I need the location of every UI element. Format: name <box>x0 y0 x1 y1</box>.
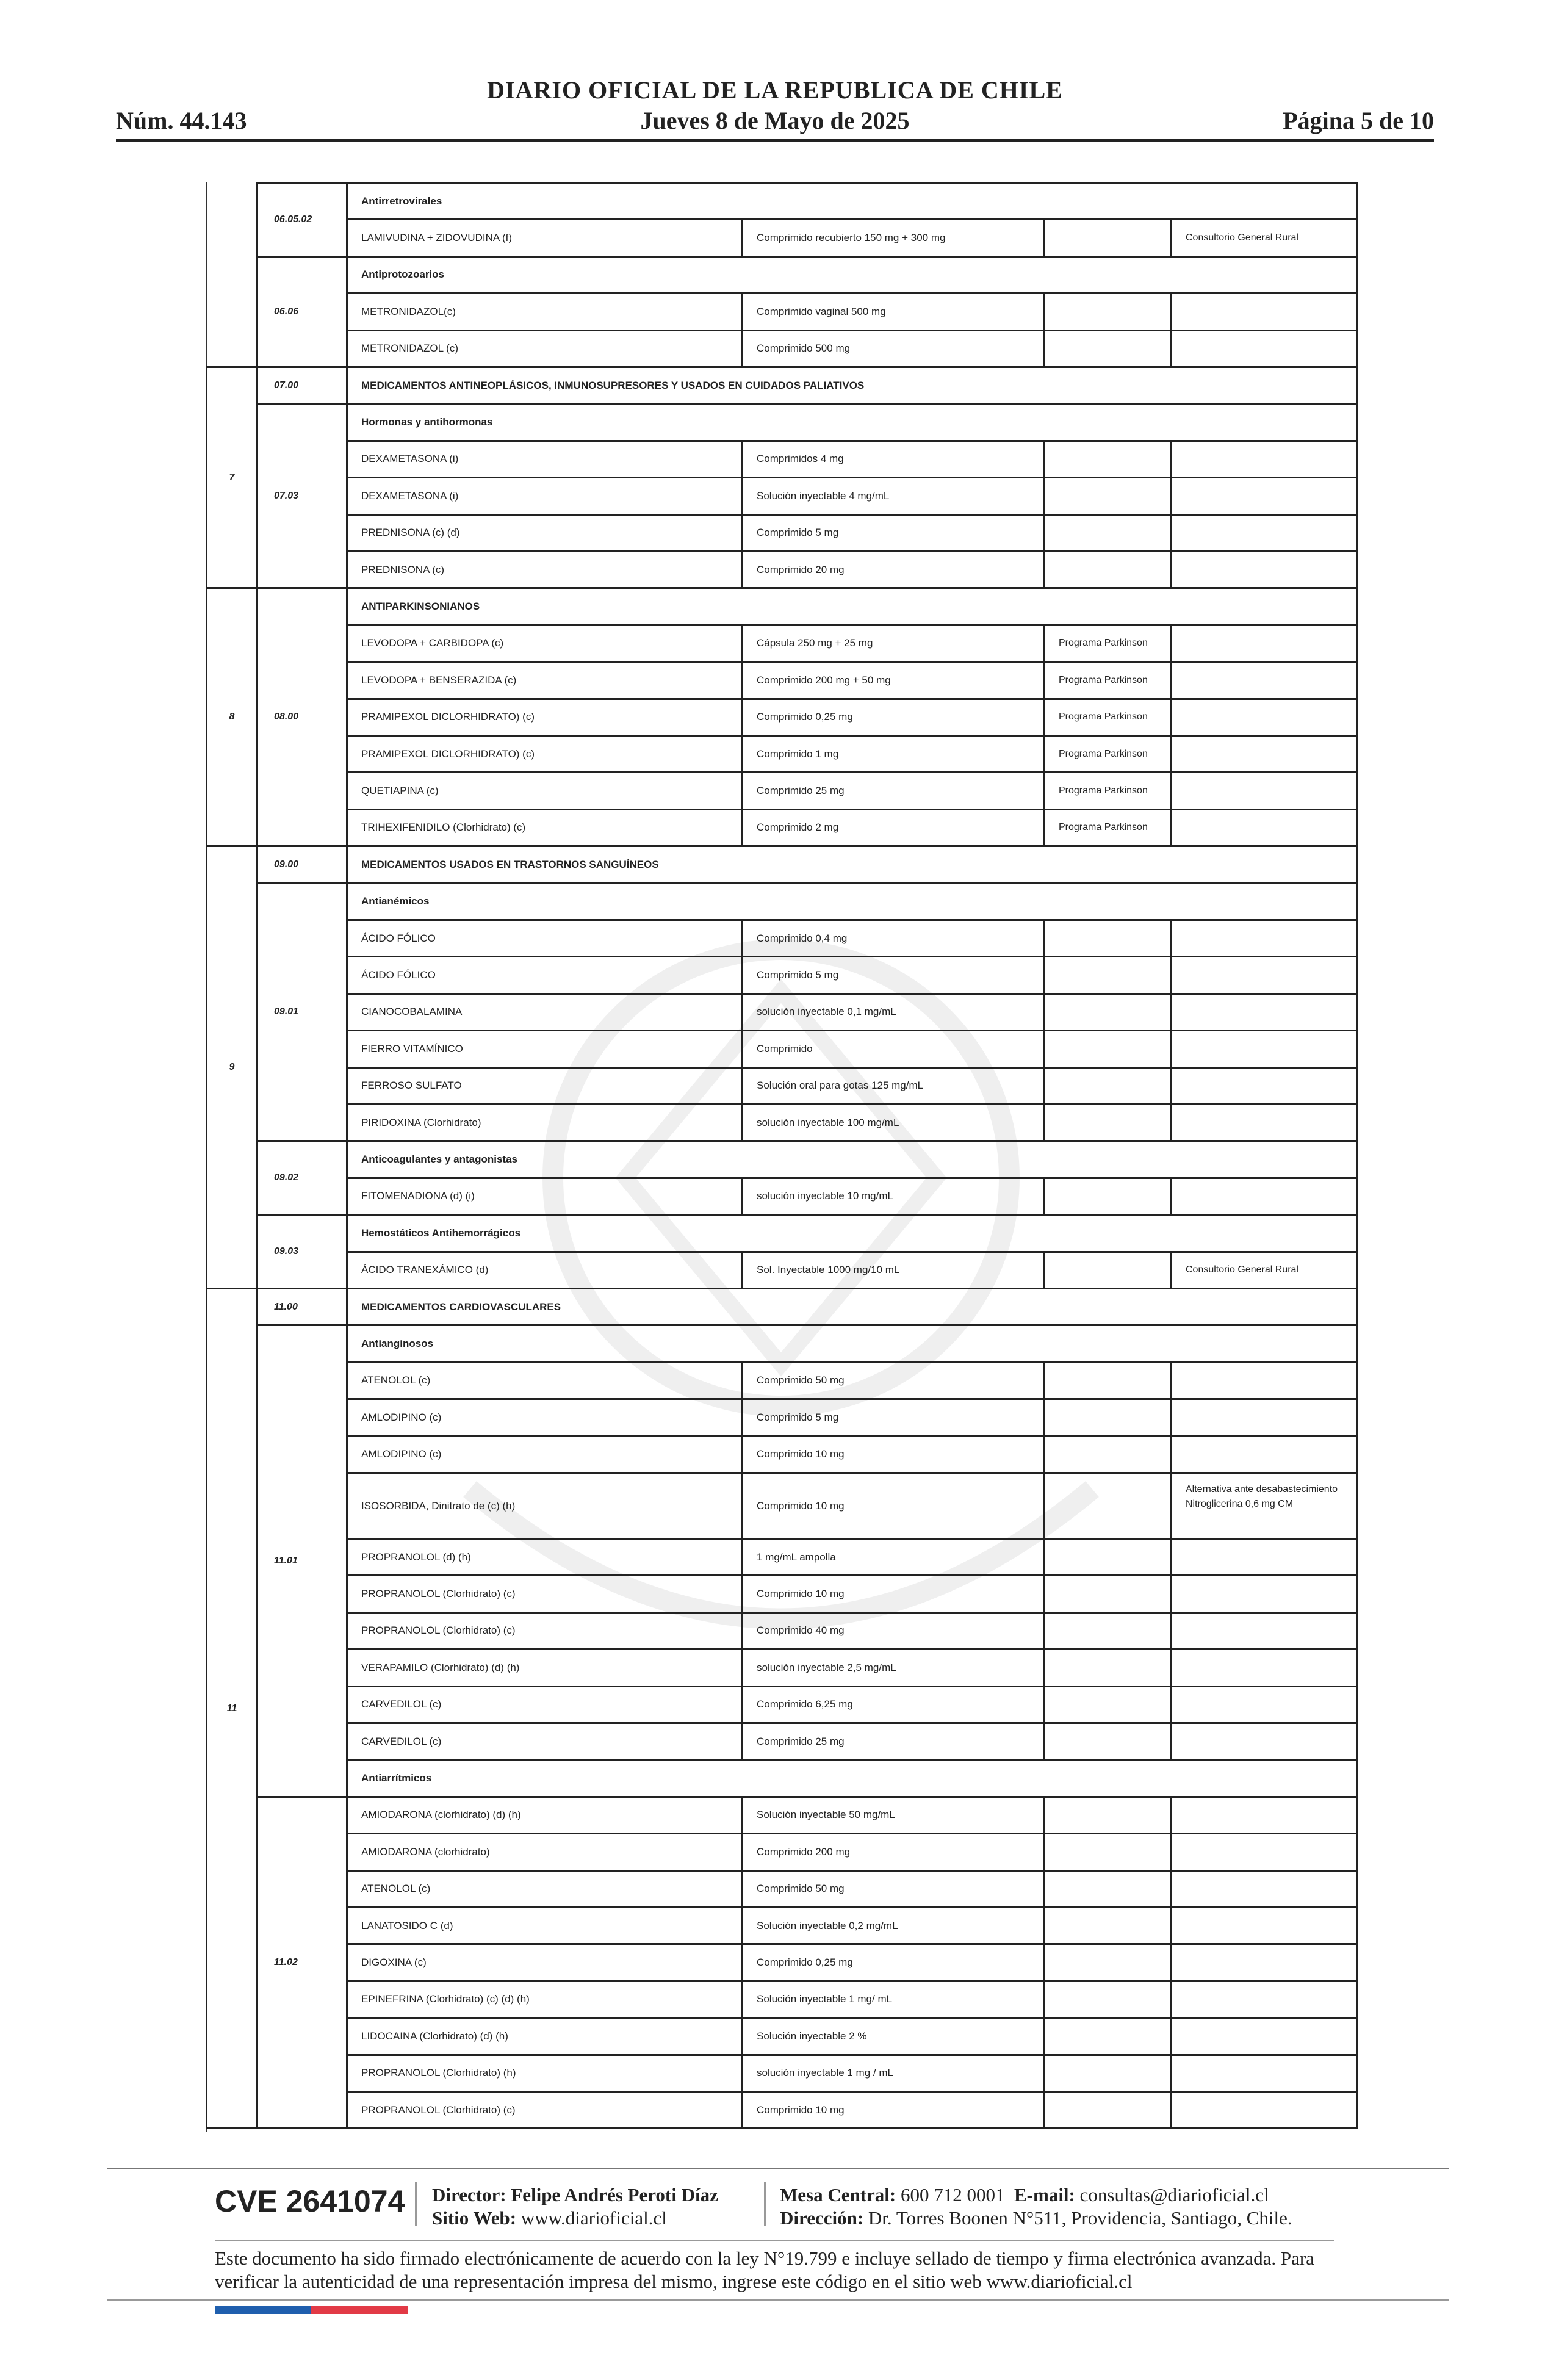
program-cell <box>1043 2091 1172 2129</box>
medication-name: VERAPAMILO (Clorhidrato) (d) (h) <box>346 1648 743 1687</box>
medication-form: Comprimidos 4 mg <box>741 440 1045 478</box>
medication-name: FERROSO SULFATO <box>346 1067 743 1105</box>
program-cell <box>1043 477 1172 515</box>
medication-form: Comprimido 200 mg + 50 mg <box>741 661 1045 699</box>
program-cell <box>1043 2054 1172 2093</box>
section-code: 06.05.02 <box>256 182 348 258</box>
group-number: 8 <box>206 587 258 847</box>
medication-name: LEVODOPA + CARBIDOPA (c) <box>346 624 743 663</box>
program-cell <box>1043 1472 1172 1540</box>
observation-cell <box>1170 514 1358 552</box>
medication-name: PROPRANOLOL (d) (h) <box>346 1538 743 1576</box>
observation-cell <box>1170 1361 1358 1400</box>
program-cell <box>1043 1722 1172 1761</box>
medication-name: ATENOLOL (c) <box>346 1870 743 1908</box>
program-cell <box>1043 1067 1172 1105</box>
program-cell <box>1043 1030 1172 1068</box>
medication-form: solución inyectable 1 mg / mL <box>741 2054 1045 2093</box>
observation-cell <box>1170 809 1358 847</box>
footer-contact-block <box>780 2183 1292 2230</box>
program-cell <box>1043 1574 1172 1613</box>
issue-date: Jueves 8 de Mayo de 2025 <box>640 107 910 134</box>
address-value: Dr. Torres Boonen N°511, Providencia, Santiago, Chile. <box>868 2207 1292 2229</box>
medication-form: Comprimido 2 mg <box>741 809 1045 847</box>
medication-name: LIDOCAINA (Clorhidrato) (d) (h) <box>346 2017 743 2055</box>
section-header: Antiarrítmicos <box>346 1759 1358 1797</box>
section-header: Hormonas y antihormonas <box>346 403 1358 441</box>
section-header: Antianémicos <box>346 882 1358 921</box>
observation-cell <box>1170 330 1358 368</box>
medication-form: Solución inyectable 0,2 mg/mL <box>741 1906 1045 1945</box>
medication-form: Comprimido 1 mg <box>741 735 1045 773</box>
medication-name: QUETIAPINA (c) <box>346 771 743 810</box>
medication-form: Comprimido vaginal 500 mg <box>741 292 1045 331</box>
program-cell: Programa Parkinson <box>1043 698 1172 737</box>
medication-form: Comprimido 50 mg <box>741 1361 1045 1400</box>
section-code: 08.00 <box>256 587 348 847</box>
section-header: Anticoagulantes y antagonistas <box>346 1140 1358 1178</box>
medication-name: PROPRANOLOL (Clorhidrato) (c) <box>346 1574 743 1613</box>
observation-cell <box>1170 1943 1358 1982</box>
medication-form: Cápsula 250 mg + 25 mg <box>741 624 1045 663</box>
observation-cell <box>1170 477 1358 515</box>
footer-separator <box>764 2182 766 2226</box>
medication-form: Solución inyectable 50 mg/mL <box>741 1796 1045 1834</box>
observation-cell <box>1170 1398 1358 1437</box>
medication-name: FIERRO VITAMÍNICO <box>346 1030 743 1068</box>
medication-name: CARVEDILOL (c) <box>346 1686 743 1724</box>
observation-cell <box>1170 1574 1358 1613</box>
observation-cell <box>1170 661 1358 699</box>
medication-form: Comprimido 6,25 mg <box>741 1686 1045 1724</box>
group-number: 7 <box>206 366 258 589</box>
medication-form: Comprimido 20 mg <box>741 550 1045 589</box>
footer-separator <box>415 2182 417 2226</box>
medication-form: solución inyectable 0,1 mg/mL <box>741 993 1045 1031</box>
medication-form: Comprimido 0,25 mg <box>741 698 1045 737</box>
observation-cell <box>1170 2091 1358 2129</box>
section-code: 09.01 <box>256 882 348 1142</box>
observation-cell <box>1170 1870 1358 1908</box>
observation-cell <box>1170 2017 1358 2055</box>
medication-form: Solución inyectable 1 mg/ mL <box>741 1980 1045 2019</box>
section-code: 06.06 <box>256 256 348 368</box>
medication-form: solución inyectable 10 mg/mL <box>741 1177 1045 1216</box>
program-cell <box>1043 993 1172 1031</box>
medication-name: AMLODIPINO (c) <box>346 1435 743 1474</box>
observation-cell <box>1170 1435 1358 1474</box>
medication-name: FITOMENADIONA (d) (i) <box>346 1177 743 1216</box>
program-cell <box>1043 1398 1172 1437</box>
issue-number: Núm. 44.143 <box>116 107 247 134</box>
section-header: MEDICAMENTOS USADOS EN TRASTORNOS SANGUÍNEOS <box>346 845 1358 884</box>
program-cell <box>1043 2017 1172 2055</box>
medication-form: 1 mg/mL ampolla <box>741 1538 1045 1576</box>
medication-name: LAMIVUDINA + ZIDOVUDINA (f) <box>346 218 743 257</box>
medication-form: Comprimido <box>741 1030 1045 1068</box>
medication-form: Comprimido 10 mg <box>741 1435 1045 1474</box>
observation-cell <box>1170 1906 1358 1945</box>
program-cell <box>1043 1980 1172 2019</box>
phone-value: 600 712 0001 <box>901 2184 1005 2205</box>
observation-cell <box>1170 1177 1358 1216</box>
observation-cell <box>1170 1722 1358 1761</box>
page-number: Página 5 de 10 <box>1283 107 1434 134</box>
observation-cell <box>1170 771 1358 810</box>
section-code: 11.02 <box>256 1796 348 2130</box>
email-link[interactable]: consultas@diarioficial.cl <box>1079 2184 1269 2205</box>
program-cell <box>1043 1612 1172 1650</box>
medication-name: DEXAMETASONA (i) <box>346 440 743 478</box>
web-label: Sitio Web: <box>432 2207 517 2229</box>
observation-cell <box>1170 1686 1358 1724</box>
observation-cell <box>1170 1796 1358 1834</box>
medication-name: METRONIDAZOL(c) <box>346 292 743 331</box>
medication-name: CIANOCOBALAMINA <box>346 993 743 1031</box>
observation-cell <box>1170 956 1358 994</box>
medication-name: ÁCIDO FÓLICO <box>346 919 743 957</box>
observation-cell <box>1170 1103 1358 1142</box>
observation-cell <box>1170 1612 1358 1650</box>
header-rule <box>116 139 1434 142</box>
legal-notice: Este documento ha sido firmado electrónicamente de acuerdo con la ley N°19.799 e incluye sellado de tiempo y firma electrónica avanzada. Para verificar la autenticidad de una representación impresa del mismo, ingrese este código en el sitio web www.diarioficial.cl <box>215 2248 1314 2292</box>
program-cell <box>1043 1251 1172 1289</box>
program-cell: Programa Parkinson <box>1043 735 1172 773</box>
program-cell <box>1043 1906 1172 1945</box>
page-header <box>116 72 1434 145</box>
medication-name: CARVEDILOL (c) <box>346 1722 743 1761</box>
footer-rule <box>107 2168 1449 2169</box>
medication-name: PROPRANOLOL (Clorhidrato) (h) <box>346 2054 743 2093</box>
medication-name: PRAMIPEXOL DICLORHIDRATO) (c) <box>346 735 743 773</box>
medication-form: Comprimido 10 mg <box>741 1472 1045 1540</box>
program-cell <box>1043 514 1172 552</box>
program-cell <box>1043 1870 1172 1908</box>
program-cell: Programa Parkinson <box>1043 809 1172 847</box>
medication-form: Comprimido 0,4 mg <box>741 919 1045 957</box>
program-cell: Programa Parkinson <box>1043 624 1172 663</box>
medication-name: LEVODOPA + BENSERAZIDA (c) <box>346 661 743 699</box>
medication-form: Solución inyectable 2 % <box>741 2017 1045 2055</box>
footer-director-block <box>432 2183 718 2230</box>
web-link[interactable]: www.diarioficial.cl <box>520 2207 667 2229</box>
program-cell <box>1043 1833 1172 1871</box>
medication-name: PIRIDOXINA (Clorhidrato) <box>346 1103 743 1142</box>
program-cell <box>1043 919 1172 957</box>
section-code: 09.03 <box>256 1214 348 1289</box>
program-cell <box>1043 1177 1172 1216</box>
section-header: Hemostáticos Antihemorrágicos <box>346 1214 1358 1252</box>
medication-form: Comprimido 500 mg <box>741 330 1045 368</box>
medication-name: LANATOSIDO C (d) <box>346 1906 743 1945</box>
observation-cell: Consultorio General Rural <box>1170 218 1358 257</box>
observation-cell <box>1170 735 1358 773</box>
medication-form: Comprimido 25 mg <box>741 771 1045 810</box>
section-code: 11.00 <box>256 1288 348 1326</box>
medication-name: TRIHEXIFENIDILO (Clorhidrato) (c) <box>346 809 743 847</box>
medication-form: Comprimido 25 mg <box>741 1722 1045 1761</box>
observation-cell <box>1170 624 1358 663</box>
observation-cell <box>1170 1980 1358 2019</box>
medication-name: PROPRANOLOL (Clorhidrato) (c) <box>346 2091 743 2129</box>
medication-name: PREDNISONA (c) (d) <box>346 514 743 552</box>
observation-cell <box>1170 1067 1358 1105</box>
medication-name: PRAMIPEXOL DICLORHIDRATO) (c) <box>346 698 743 737</box>
medication-form: Solución inyectable 4 mg/mL <box>741 477 1045 515</box>
program-cell <box>1043 1943 1172 1982</box>
director-label: Director: <box>432 2184 506 2205</box>
program-cell: Programa Parkinson <box>1043 771 1172 810</box>
medication-name: ÁCIDO TRANEXÁMICO (d) <box>346 1251 743 1289</box>
phone-label: Mesa Central: <box>780 2184 896 2205</box>
program-cell <box>1043 550 1172 589</box>
medication-name: EPINEFRINA (Clorhidrato) (c) (d) (h) <box>346 1980 743 2019</box>
observation-cell <box>1170 1030 1358 1068</box>
section-header: Antiprotozoarios <box>346 256 1358 294</box>
program-cell <box>1043 440 1172 478</box>
medication-form: Comprimido 10 mg <box>741 2091 1045 2129</box>
section-code: 11.01 <box>256 1324 348 1797</box>
group-number: 9 <box>206 845 258 1289</box>
medication-name: DEXAMETASONA (i) <box>346 477 743 515</box>
observation-cell: Alternativa ante desabastecimiento Nitroglicerina 0,6 mg CM <box>1170 1472 1358 1540</box>
medication-name: PREDNISONA (c) <box>346 550 743 589</box>
medication-name: PROPRANOLOL (Clorhidrato) (c) <box>346 1612 743 1650</box>
director-name: Felipe Andrés Peroti Díaz <box>511 2184 718 2205</box>
observation-cell <box>1170 698 1358 737</box>
medication-name: AMIODARONA (clorhidrato) (d) (h) <box>346 1796 743 1834</box>
medication-form: Comprimido 5 mg <box>741 514 1045 552</box>
program-cell <box>1043 330 1172 368</box>
observation-cell <box>1170 550 1358 589</box>
observation-cell <box>1170 993 1358 1031</box>
footer-rule <box>215 2240 1334 2241</box>
section-header: MEDICAMENTOS ANTINEOPLÁSICOS, INMUNOSUPRESORES Y USADOS EN CUIDADOS PALIATIVOS <box>346 366 1358 405</box>
program-cell <box>1043 1796 1172 1834</box>
medication-form: Comprimido 0,25 mg <box>741 1943 1045 1982</box>
flag-bar-red <box>311 2306 408 2314</box>
program-cell <box>1043 292 1172 331</box>
medication-name: ISOSORBIDA, Dinitrato de (c) (h) <box>346 1472 743 1540</box>
medication-form: Solución oral para gotas 125 mg/mL <box>741 1067 1045 1105</box>
medication-form: Comprimido 5 mg <box>741 1398 1045 1437</box>
medication-form: Comprimido 10 mg <box>741 1574 1045 1613</box>
footer-rule <box>107 2299 1449 2301</box>
observation-cell <box>1170 919 1358 957</box>
medication-name: AMIODARONA (clorhidrato) <box>346 1833 743 1871</box>
section-code: 09.02 <box>256 1140 348 1216</box>
observation-cell <box>1170 2054 1358 2093</box>
observation-cell <box>1170 1538 1358 1576</box>
medication-name: DIGOXINA (c) <box>346 1943 743 1982</box>
observation-cell <box>1170 1648 1358 1687</box>
address-label: Dirección: <box>780 2207 864 2229</box>
medication-form: Comprimido 40 mg <box>741 1612 1045 1650</box>
medication-form: Comprimido recubierto 150 mg + 300 mg <box>741 218 1045 257</box>
section-header: MEDICAMENTOS CARDIOVASCULARES <box>346 1288 1358 1326</box>
medication-name: METRONIDAZOL (c) <box>346 330 743 368</box>
observation-cell: Consultorio General Rural <box>1170 1251 1358 1289</box>
section-code: 07.00 <box>256 366 348 405</box>
medication-name: AMLODIPINO (c) <box>346 1398 743 1437</box>
section-header: Antianginosos <box>346 1324 1358 1363</box>
program-cell: Programa Parkinson <box>1043 661 1172 699</box>
medication-form: Sol. Inyectable 1000 mg/10 mL <box>741 1251 1045 1289</box>
section-code: 09.00 <box>256 845 348 884</box>
program-cell <box>1043 1435 1172 1474</box>
medication-form: Comprimido 5 mg <box>741 956 1045 994</box>
medication-form: Comprimido 200 mg <box>741 1833 1045 1871</box>
program-cell <box>1043 218 1172 257</box>
section-code: 07.03 <box>256 403 348 589</box>
section-header: Antirretrovirales <box>346 182 1358 220</box>
observation-cell <box>1170 1833 1358 1871</box>
medication-form: solución inyectable 100 mg/mL <box>741 1103 1045 1142</box>
observation-cell <box>1170 292 1358 331</box>
medication-table <box>206 182 1356 2132</box>
program-cell <box>1043 1648 1172 1687</box>
flag-bar-blue <box>215 2306 311 2314</box>
group-number: 11 <box>206 1288 258 2129</box>
observation-cell <box>1170 440 1358 478</box>
program-cell <box>1043 1686 1172 1724</box>
program-cell <box>1043 1361 1172 1400</box>
email-label: E-mail: <box>1014 2184 1075 2205</box>
medication-name: ATENOLOL (c) <box>346 1361 743 1400</box>
program-cell <box>1043 1103 1172 1142</box>
medication-form: solución inyectable 2,5 mg/mL <box>741 1648 1045 1687</box>
medication-form: Comprimido 50 mg <box>741 1870 1045 1908</box>
program-cell <box>1043 956 1172 994</box>
program-cell <box>1043 1538 1172 1576</box>
section-header: ANTIPARKINSONIANOS <box>346 587 1358 626</box>
cve-code: CVE 2641074 <box>215 2184 405 2218</box>
newspaper-title: DIARIO OFICIAL DE LA REPUBLICA DE CHILE <box>487 76 1063 104</box>
medication-name: ÁCIDO FÓLICO <box>346 956 743 994</box>
